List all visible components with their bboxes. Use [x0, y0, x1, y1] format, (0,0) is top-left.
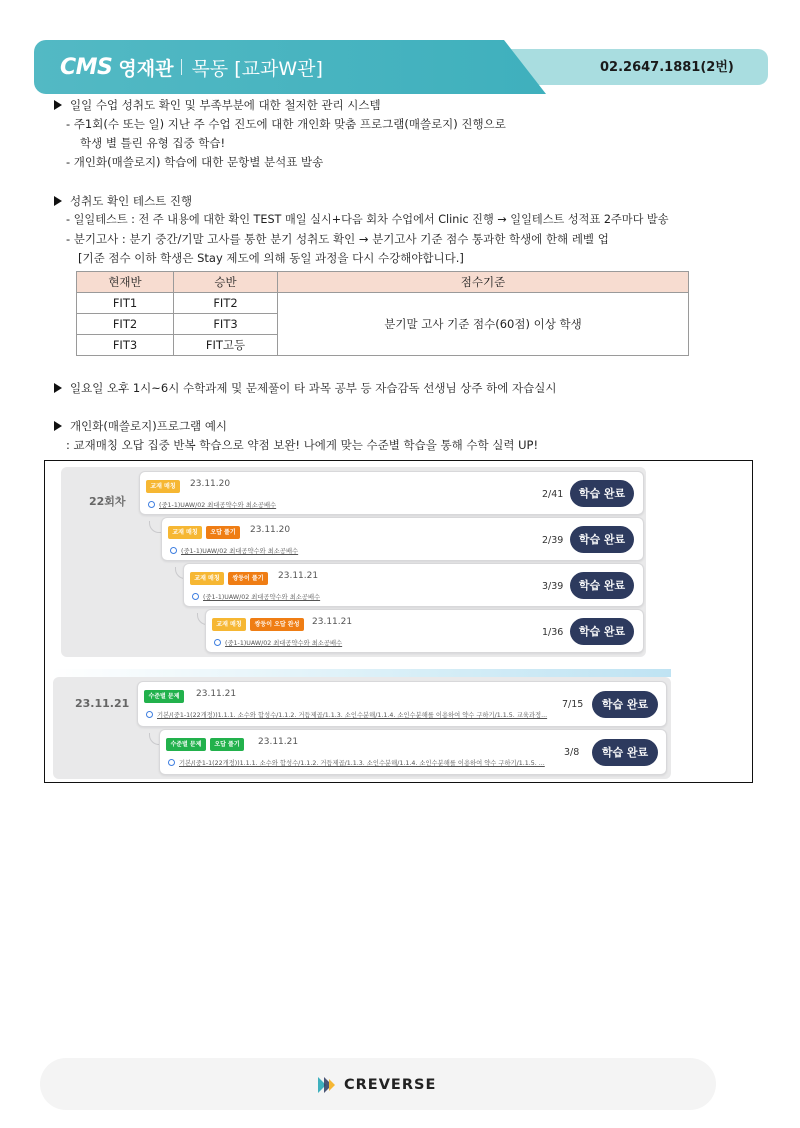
section2-line3: [기준 점수 이하 학생은 Stay 제도에 의해 동일 과정을 다시 수강해야합니다.] [78, 251, 464, 265]
question-text: (중1-1)UAW/02 최대공약수와 최소공배수 [203, 594, 321, 601]
question-text: (중1-1)UAW/02 최대공약수와 최소공배수 [159, 502, 277, 509]
brand-logo [60, 53, 323, 81]
section3-title: 일요일 오후 1시~6시 수학과제 및 문제풀이 타 과목 공부 등 자습감독 선생님 상주 하에 자습실시 [70, 381, 557, 395]
card-date: 23.11.21 [258, 737, 299, 747]
triangle-bullet-icon [54, 383, 62, 393]
list-item [205, 609, 644, 653]
criterion-cell: 분기말 고사 기준 점수(60점) 이상 학생 [278, 293, 689, 356]
complete-button[interactable]: 학습 완료 [592, 739, 658, 766]
card-date: 23.11.20 [250, 525, 291, 535]
section4-desc: : 교재매칭 오답 집중 반복 학습으로 약점 보완! 나에게 맞는 수준별 학습을 통해 수학 실력 UP! [66, 438, 539, 452]
section1-line1: - 주1회(수 또는 일) 지난 주 수업 진도에 대한 개인화 맞춤 프로그램(매쓸로지) 진행으로 [66, 117, 506, 131]
search-icon [170, 547, 177, 554]
tag-wrong-answer: 오답 풀기 [210, 738, 244, 751]
creverse-logo-icon [314, 1074, 338, 1096]
tag-twin-problem: 쌍둥이 풀기 [228, 572, 268, 585]
progress-count: 1/36 [542, 627, 564, 638]
question-text: 기본/(중1-1(22개정))1.1.1. 소수와 합성수/1.1.2. 거듭제곱/1.1.3. 소인수분해/1.1.4. 소인수분해를 이용하여 약수 구하기/1.1.5. ... [179, 760, 545, 767]
program-example-box [44, 460, 753, 783]
table-header: 현재반 [77, 272, 174, 293]
group-label: 22회차 [89, 495, 126, 508]
section2-heading [54, 193, 192, 209]
complete-button[interactable]: 학습 완료 [592, 691, 658, 718]
question-link[interactable] [146, 710, 547, 719]
progress-count: 2/39 [542, 535, 564, 546]
table-cell: FIT3 [174, 314, 278, 335]
section4-title: 개인화(매쓸로지)프로그램 예시 [70, 419, 228, 433]
list-item [161, 517, 644, 561]
tag-level-problem: 수준별 문제 [166, 738, 206, 751]
search-icon [192, 593, 199, 600]
section2-line1: - 일일테스트 : 전 주 내용에 대한 확인 TEST 매일 실시+다음 회차 수업에서 Clinic 진행 → 일일테스트 성적표 2주마다 발송 [66, 213, 669, 226]
logo-name: 영재관 [118, 57, 174, 80]
list-item [137, 681, 667, 727]
search-icon [168, 759, 175, 766]
section1-heading [54, 97, 381, 113]
complete-button[interactable]: 학습 완료 [570, 572, 634, 599]
tag-twin-wrong-complete: 쌍둥이 오답 완성 [250, 618, 304, 631]
group-label: 23.11.21 [75, 697, 130, 710]
table-cell: FIT2 [77, 314, 174, 335]
triangle-bullet-icon [54, 196, 62, 206]
table-header: 승반 [174, 272, 278, 293]
question-text: 기본/(중1-1(22개정))1.1.1. 소수와 합성수/1.1.2. 거듭제곱/1.1.3. 소인수분해/1.1.4. 소인수분해를 이용하여 약수 구하기/1.1.5. 교육과정... [157, 712, 548, 719]
list-item [183, 563, 644, 607]
table-header-row [77, 272, 689, 293]
section1-title: 일일 수업 성취도 확인 및 부족부분에 대한 철저한 관리 시스템 [70, 98, 381, 112]
footer-logo [314, 1074, 436, 1096]
table-row [77, 293, 689, 314]
logo-cms: CMS [60, 54, 113, 80]
question-link[interactable] [148, 500, 276, 509]
progress-count: 3/39 [542, 581, 564, 592]
section1-line3: - 개인화(매쓸로지) 학습에 대한 문항별 분석표 발송 [66, 155, 324, 169]
tag-textbook-match: 교재 매칭 [146, 480, 180, 493]
search-icon [148, 501, 155, 508]
question-link[interactable] [170, 546, 298, 555]
table-cell: FIT2 [174, 293, 278, 314]
table-cell: FIT고등 [174, 335, 278, 356]
complete-button[interactable]: 학습 완료 [570, 618, 634, 645]
logo-divider [181, 59, 182, 75]
section-divider [51, 669, 671, 677]
card-date: 23.11.20 [190, 479, 231, 489]
question-text: (중1-1)UAW/02 최대공약수와 최소공배수 [181, 548, 299, 555]
question-text: (중1-1)UAW/02 최대공약수와 최소공배수 [225, 640, 343, 647]
tag-textbook-match: 교재 매칭 [190, 572, 224, 585]
card-date: 23.11.21 [312, 617, 353, 627]
tag-wrong-answer: 오답 풀기 [206, 526, 240, 539]
progress-count: 2/41 [542, 489, 564, 500]
section2-title: 성취도 확인 테스트 진행 [70, 194, 193, 208]
card-date: 23.11.21 [196, 689, 237, 699]
search-icon [146, 711, 153, 718]
progress-count: 3/8 [564, 747, 580, 758]
section4-heading [54, 418, 227, 434]
phone-number: 02.2647.1881(2번) [600, 60, 734, 75]
question-link[interactable] [214, 638, 342, 647]
question-link[interactable] [168, 758, 545, 767]
table-header: 점수기준 [278, 272, 689, 293]
card-date: 23.11.21 [278, 571, 319, 581]
tag-textbook-match: 교재 매칭 [168, 526, 202, 539]
branch-name: 목동 [교과W관] [191, 57, 323, 80]
complete-button[interactable]: 학습 완료 [570, 526, 634, 553]
triangle-bullet-icon [54, 100, 62, 110]
list-item [139, 471, 644, 515]
header-banner [34, 40, 768, 94]
tag-level-problem: 수준별 문제 [144, 690, 184, 703]
section1-line2: 학생 별 틀린 유형 집중 학습! [80, 136, 226, 150]
search-icon [214, 639, 221, 646]
footer-brand: CREVERSE [344, 1077, 437, 1093]
section3-heading [54, 380, 556, 396]
level-up-table [76, 271, 689, 356]
table-cell: FIT1 [77, 293, 174, 314]
list-item [159, 729, 667, 775]
section2-line2: - 분기고사 : 분기 중간/기말 고사를 통한 분기 성취도 확인 → 분기고사 기준 점수 통과한 학생에 한해 레벨 업 [66, 232, 609, 246]
triangle-bullet-icon [54, 421, 62, 431]
table-cell: FIT3 [77, 335, 174, 356]
question-link[interactable] [192, 592, 320, 601]
complete-button[interactable]: 학습 완료 [570, 480, 634, 507]
progress-count: 7/15 [562, 699, 584, 710]
tag-textbook-match: 교재 매칭 [212, 618, 246, 631]
